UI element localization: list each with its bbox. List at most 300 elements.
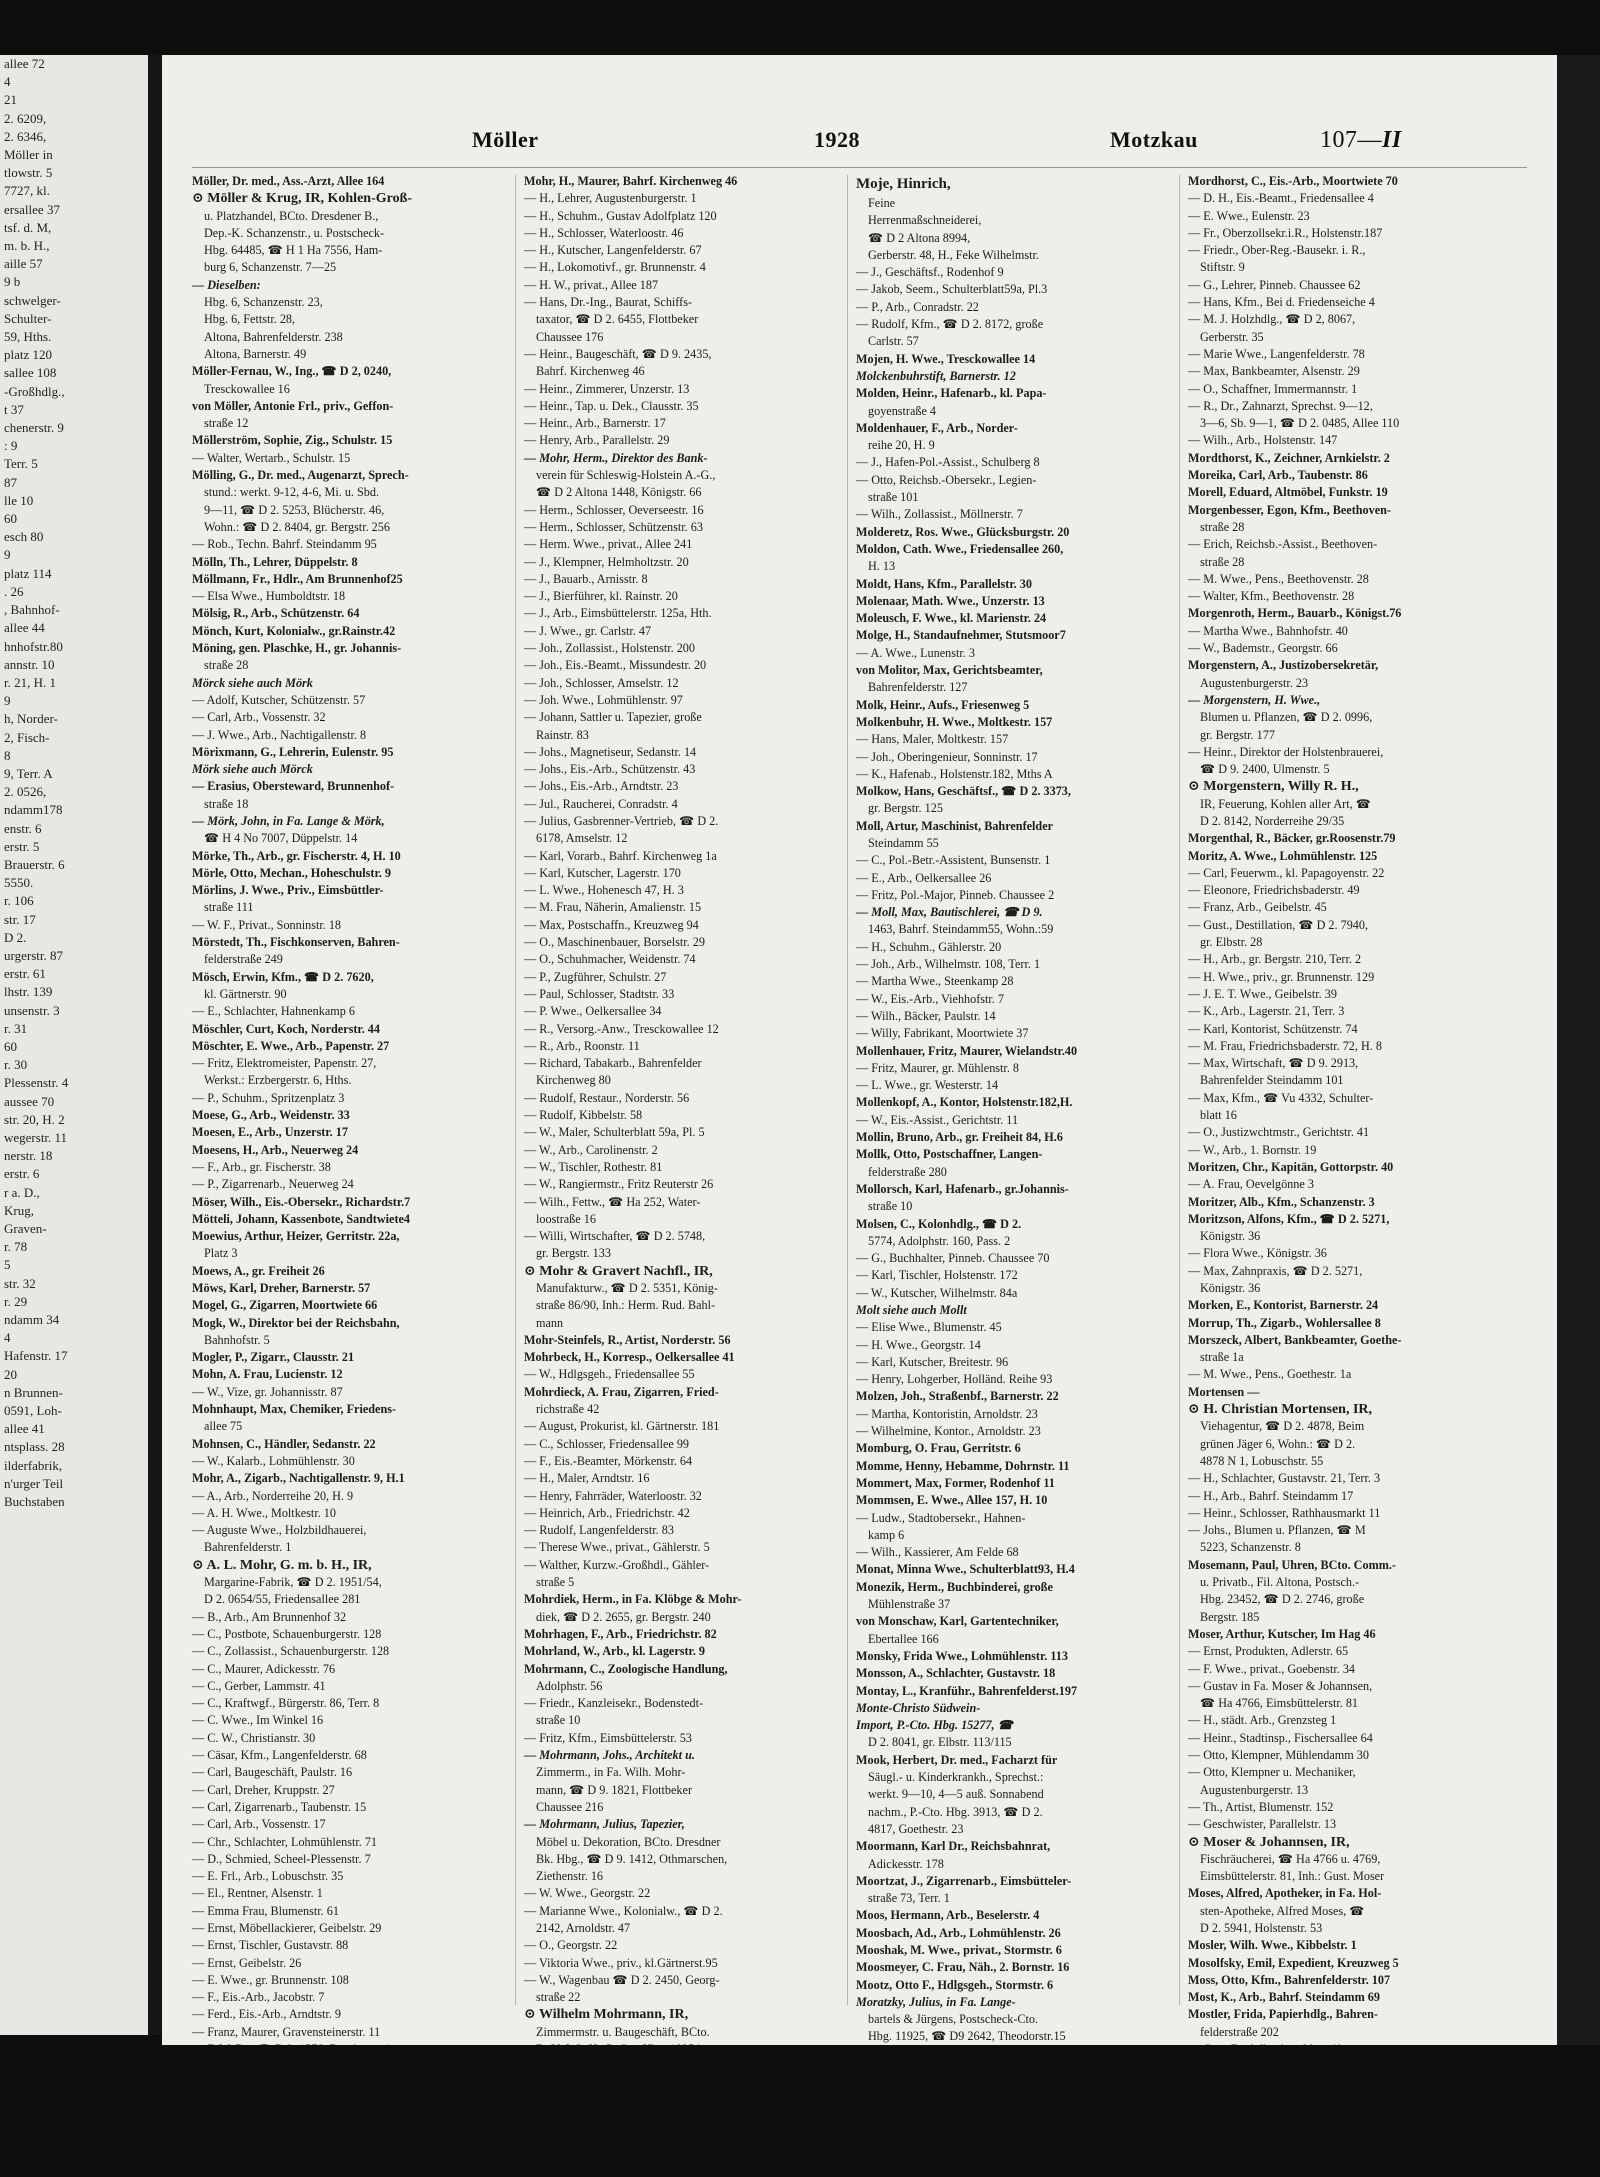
directory-entry: 4817, Goethestr. 23 [868,1821,964,1836]
directory-entry: — O., Maschinenbauer, Borselstr. 29 [524,935,705,950]
directory-entry: — M. J. Holzhdlg., ☎ D 2, 8067, [1188,312,1356,327]
directory-entry: Moos, Hermann, Arb., Beselerstr. 4 [856,1908,1040,1923]
directory-entry: — Friedr., Ober-Reg.-Bausekr. i. R., [1188,243,1366,258]
directory-entry: — Carl, Feuerwm., kl. Papagoyenstr. 22 [1188,865,1385,880]
directory-entry: Zimmerm., in Fa. Wilh. Mohr- [536,1765,686,1780]
directory-entry: Hbg. 11925, ☎ D9 2642, Theodorstr.15 [868,2029,1066,2044]
directory-entry: — Karl, Kontorist, Schützenstr. 74 [1188,1021,1358,1036]
directory-entry: — Wilh., Kassierer, Am Felde 68 [856,1545,1019,1560]
directory-entry: Mordhorst, C., Eis.-Arb., Moortwiete 70 [1188,174,1398,188]
directory-entry: Mohrdiek, Herm., in Fa. Klöbge & Mohr- [524,1592,742,1607]
left-page-text-fragment: allee 41 [4,1421,45,1437]
directory-entry: Mötteli, Johann, Kassenbote, Sandtwiete4 [192,1211,411,1226]
directory-entry: — Mohrmann, Julius, Tapezier, [524,1817,685,1832]
directory-entry: — C., Schlosser, Friedensallee 99 [524,1436,690,1451]
directory-entry: — Gustav in Fa. Moser & Johannsen, [1188,1678,1373,1693]
left-page-text-fragment: str. 20, H. 2 [4,1111,65,1127]
directory-entry: Platz 3 [204,1246,238,1261]
left-page-text-fragment: annstr. 10 [4,656,55,672]
directory-entry: — Richard, Tabakarb., Bahrenfelder [524,1056,702,1071]
directory-entry: von Möller, Antonie Frl., priv., Geffon- [192,398,394,413]
directory-entry: — C. Wwe., Im Winkel 16 [192,1713,324,1728]
book-gutter [148,55,162,2035]
directory-entry: Molge, H., Standaufnehmer, Stutsmoor7 [856,628,1066,643]
directory-entry: Mogk, W., Direktor bei der Reichsbahn, [192,1315,400,1330]
directory-entry: Hbg. 6, Schanzenstr. 23, [204,295,323,310]
left-page-text-fragment: r. 78 [4,1239,28,1255]
directory-entry: 9—11, ☎ D 2. 5253, Blücherstr. 46, [204,502,385,517]
directory-entry: Morgenroth, Herm., Bauarb., Königst.76 [1188,606,1402,621]
directory-entry: — Joh. Wwe., Lohmühlenstr. 97 [524,692,683,707]
left-page-text-fragment: 2. 6346, [4,128,47,144]
directory-entry: — Marianne Wwe., Kolonialw., ☎ D 2. [524,1903,723,1918]
directory-entry: — Hans, Maler, Moltkestr. 157 [856,732,1009,747]
directory-entry: — Marie Wwe., Langenfelderstr. 78 [1188,346,1365,361]
directory-entry: Blumen u. Pflanzen, ☎ D 2. 0996, [1200,710,1373,725]
directory-entry: — K., Arb., Lagerstr. 21, Terr. 3 [1188,1004,1345,1019]
left-page-text-fragment: erstr. 6 [4,1166,40,1182]
directory-entry: — Johs., Blumen u. Pflanzen, ☎ M [1188,1523,1366,1538]
directory-entry: Moritzen, Chr., Kapitän, Gottorpstr. 40 [1188,1159,1394,1174]
directory-entry: ⊙ Wilhelm Mohrmann, IR, [524,2007,689,2023]
left-page-text-fragment: 8 [4,747,11,763]
directory-entry: straße 1a [1200,1350,1244,1365]
directory-entry: Mohr-Steinfels, R., Artist, Norderstr. 56 [524,1332,731,1347]
directory-entry: allee 75 [204,1419,243,1434]
directory-entry: 2142, Arnoldstr. 47 [536,1920,631,1935]
directory-entry: gr. Elbstr. 28 [1200,935,1263,950]
directory-entry: — C., Gerber, Lammstr. 41 [192,1678,326,1693]
directory-entry: — Max, Bankbeamter, Alsenstr. 29 [1188,364,1360,379]
directory-entry: — Viktoria Wwe., priv., kl.Gärtnerst.95 [524,1955,718,1970]
directory-entry: — Heinr., Arb., Barnerstr. 17 [524,416,666,431]
directory-entry: Moses, Alfred, Apotheker, in Fa. Hol- [1188,1886,1382,1901]
directory-entry: Manufakturw., ☎ D 2. 5351, König- [536,1281,718,1295]
directory-entry: — Fr., Oberzollsekr.i.R., Holstenstr.187 [1188,225,1383,240]
directory-entry: — Cäsar, Kfm., Langenfelderstr. 68 [192,1748,367,1763]
directory-entry: — W., Bademstr., Georgstr. 66 [1188,641,1338,656]
left-page-text-fragment: Brauerstr. 6 [4,856,65,872]
left-page-text-fragment: 5550. [4,875,34,891]
left-page-text-fragment: tsf. d. M, [4,219,52,235]
directory-entry: IR, Feuerung, Kohlen aller Art, ☎ [1200,796,1371,811]
directory-entry: — W., Eis.-Assist., Gerichtstr. 11 [856,1112,1019,1127]
directory-entry: — Heinr., Baugeschäft, ☎ D 9. 2435, [524,346,712,361]
directory-entry: — Eleonore, Friedrichsbaderstr. 49 [1188,883,1360,898]
directory-entry: — G., Lehrer, Pinneb. Chaussee 62 [1188,277,1361,292]
directory-entry: Möws, Karl, Dreher, Barnerstr. 57 [192,1281,371,1295]
directory-entry: — W., Rangiermstr., Fritz Reuterstr 26 [524,1177,714,1192]
directory-entry: — Dieselben: [192,277,261,292]
directory-entry: felderstraße 249 [204,952,283,967]
directory-entry: Bergstr. 185 [1200,1609,1260,1624]
directory-entry: — Emma Frau, Blumenstr. 61 [192,1903,339,1918]
directory-entry: — R., Dr., Zahnarzt, Sprechst. 9—12, [1188,398,1373,413]
directory-entry: — E. Wwe., gr. Brunnenstr. 108 [192,1972,349,1987]
directory-entry: ⊙ Möller & Krug, IR, Kohlen-Groß- [192,191,413,207]
directory-entry: — M. Wwe., Pens., Goethestr. 1a [1188,1367,1352,1382]
directory-entry: — Ernst, Geibelstr. 26 [192,1955,302,1970]
directory-entry: Monsson, A., Schlachter, Gustavstr. 18 [856,1666,1056,1681]
directory-entry: Moldenhauer, F., Arb., Norder- [856,420,1018,435]
directory-entry: — Karl, Kutscher, Lagerstr. 170 [524,865,681,880]
left-page-text-fragment: str. 17 [4,911,36,927]
directory-entry: — Flora Wwe., Königstr. 36 [1188,1246,1327,1261]
directory-entry: — Auguste Wwe., Holzbildhauerei, [192,1523,367,1538]
left-page-text-fragment: erstr. 5 [4,838,40,854]
directory-entry: Mommert, Max, Former, Rodenhof 11 [856,1475,1055,1490]
directory-entry: Moldon, Cath. Wwe., Friedensallee 260, [856,541,1064,556]
directory-entry: — Wilhelmine, Kontor., Arnoldstr. 23 [856,1424,1041,1439]
directory-entry: Möllmann, Fr., Hdlr., Am Brunnenhof25 [192,571,403,586]
left-page-text-fragment: 2. 0526, [4,784,47,800]
directory-entry: Chaussee 176 [536,329,604,344]
directory-entry: — Carl, Arb., Vossenstr. 17 [192,1817,326,1832]
left-page-text-fragment: 9, Terr. A [4,765,53,781]
directory-entry: — Martha Wwe., Bahnhofstr. 40 [1188,623,1348,638]
directory-entry: Mootz, Otto F., Hdlgsgeh., Stormstr. 6 [856,1977,1054,1992]
directory-entry: Moesens, H., Arb., Neuerweg 24 [192,1142,359,1157]
directory-entry: straße 86/90, Inh.: Herm. Rud. Bahl- [536,1298,716,1313]
directory-entry: — Mohr, Herm., Direktor des Bank- [524,450,708,465]
directory-entry: von Molitor, Max, Gerichtsbeamter, [856,663,1043,678]
left-page-text-fragment: Plessenstr. 4 [4,1075,69,1091]
directory-entry: — Paul, Schlosser, Stadtstr. 33 [524,986,675,1001]
directory-entry: Moritzson, Alfons, Kfm., ☎ D 2. 5271, [1188,1211,1390,1226]
directory-entry: Möbel u. Dekoration, BCto. Dresdner [536,1834,721,1849]
directory-entry: blatt 16 [1200,1108,1237,1123]
directory-entry: — C., Kraftwgf., Bürgerstr. 86, Terr. 8 [192,1696,380,1711]
directory-entry: Molzen, Joh., Straßenbf., Barnerstr. 22 [856,1389,1059,1404]
left-page-text-fragment: 60 [4,1038,17,1054]
left-page-text-fragment: Graven- [4,1221,47,1236]
directory-entry: straße 12 [204,416,249,431]
directory-entry: — A. H. Wwe., Moltkestr. 10 [192,1505,336,1520]
directory-entry: Morszeck, Albert, Bankbeamter, Goethe- [1188,1332,1402,1347]
directory-entry: — J., Arb., Eimsbüttelerstr. 125a, Hth. [524,606,712,621]
left-page-text-fragment: : 9 [4,438,18,454]
left-page-text-fragment: ersallee 37 [4,201,60,217]
directory-entry: Mölling, G., Dr. med., Augenarzt, Sprech- [192,468,409,483]
directory-entry: — E., Arb., Oelkersallee 26 [856,870,992,885]
directory-entry: — H., Schuhm., Gustav Adolfplatz 120 [524,208,717,223]
directory-entry: — H., Maler, Arndtstr. 16 [524,1471,650,1486]
directory-entry: — P., Zigarrenarb., Neuerweg 24 [192,1177,354,1192]
directory-entry: verein für Schleswig-Holstein A.-G., [536,468,716,483]
directory-entry: Mühlenstraße 37 [868,1597,951,1612]
directory-entry: gr. Bergstr. 125 [868,801,943,816]
directory-entry: — W., Vize, gr. Johannisstr. 87 [192,1384,343,1399]
directory-entry: — J. Wwe., gr. Carlstr. 47 [524,623,652,638]
directory-entry: — W., Kalarb., Lohmühlenstr. 30 [192,1453,355,1468]
directory-column-4 [1188,173,1506,2039]
directory-entry: mann, ☎ D 9. 1821, Flottbeker [536,1782,692,1797]
directory-entry: — Franz, Maurer, Gravensteinerstr. 11 [192,2024,381,2039]
directory-entry: Moldt, Hans, Kfm., Parallelstr. 30 [856,576,1032,591]
directory-entry: straße 28 [204,658,249,673]
directory-entry: ☎ D 2 Altona 1448, Königstr. 66 [536,485,702,500]
directory-entry: — H., Schuhm., Gählerstr. 20 [856,939,1002,954]
directory-entry: Ebertallee 166 [868,1631,939,1646]
left-page-text-fragment: enstr. 6 [4,820,42,836]
directory-entry: Tresckowallee 16 [204,381,290,396]
directory-entry: Morrup, Th., Zigarb., Wohlersallee 8 [1188,1315,1381,1330]
directory-entry: Monat, Minna Wwe., Schulterblatt93, H.4 [856,1562,1075,1577]
page-header [162,55,1557,155]
directory-entry: Möning, gen. Plaschke, H., gr. Johannis- [192,641,402,656]
directory-entry: Molckenbuhrstift, Barnerstr. 12 [856,368,1016,383]
directory-entry: — Heinr., Stadtinsp., Fischersallee 64 [1188,1730,1373,1745]
adjacent-page-fragment [0,55,151,2035]
directory-entry: Stiftstr. 9 [1200,260,1245,275]
directory-entry: — Erich, Reichsb.-Assist., Beethoven- [1188,537,1378,552]
directory-entry: Moewius, Arthur, Heizer, Gerritstr. 22a, [192,1229,400,1244]
header-first-name: Möller [472,127,539,152]
directory-entry: Moortzat, J., Zigarrenarb., Eimsbütteler- [856,1873,1072,1888]
directory-entry: — Th., Artist, Blumenstr. 152 [1188,1799,1334,1814]
directory-entry: Mörck siehe auch Mörk [192,675,313,690]
scan-bottom-border [0,2045,1600,2177]
directory-column-3 [856,173,1174,2044]
left-page-text-fragment: Krug, [4,1202,34,1218]
directory-entry: — Wilh., Fettw., ☎ Ha 252, Water- [524,1194,701,1209]
directory-entry: Steindamm 55 [868,835,939,850]
directory-entry: — Karl, Kutscher, Breitestr. 96 [856,1354,1009,1369]
directory-entry: Moritzer, Alb., Kfm., Schanzenstr. 3 [1188,1194,1375,1209]
directory-entry: Mortensen — [1188,1384,1260,1399]
directory-entry: H. 13 [868,559,896,574]
directory-entry: — Herm., Schlosser, Schützenstr. 63 [524,519,703,534]
directory-entry: Königstr. 36 [1200,1281,1261,1295]
directory-entry: Herrenmaßschneiderei, [868,213,982,228]
directory-entry: Bahrenfelderstr. 127 [868,680,968,695]
directory-entry: — H., Arb., Bahrf. Steindamm 17 [1188,1488,1354,1503]
directory-entry: — W., Arb., 1. Bornstr. 19 [1188,1142,1317,1157]
directory-entry: — August, Prokurist, kl. Gärtnerstr. 181 [524,1419,720,1434]
directory-entry: Mölsig, R., Arb., Schützenstr. 64 [192,606,360,621]
directory-entry: — Elise Wwe., Blumenstr. 45 [856,1320,1002,1335]
directory-entry: — F., Eis.-Arb., Jacobstr. 7 [192,1990,325,2005]
left-page-text-fragment: r. 29 [4,1293,28,1309]
directory-entry: Moreika, Carl, Arb., Taubenstr. 86 [1188,468,1368,483]
scan-border [1557,55,1600,2045]
directory-entry: straße 73, Terr. 1 [868,1891,950,1906]
left-page-text-fragment: 9 b [4,274,21,290]
left-page-text-fragment: D 2. [4,929,27,945]
directory-entry: Mosolfsky, Emil, Expedient, Kreuzweg 5 [1188,1955,1399,1970]
directory-entry: Möllerström, Sophie, Zig., Schulstr. 15 [192,433,393,448]
left-page-text-fragment: , Bahnhof- [4,602,60,618]
left-page-text-fragment: wegerstr. 11 [4,1129,68,1145]
directory-entry: 1463, Bahrf. Steindamm55, Wohn.:59 [868,922,1054,937]
directory-entry: Säugl.- u. Kinderkrankh., Sprechst.: [868,1770,1044,1785]
directory-entry: — Geschwister, Parallelstr. 13 [1188,1817,1337,1832]
directory-entry: — Morgenstern, H. Wwe., [1188,692,1321,707]
directory-entry: von Monschaw, Karl, Gartentechniker, [856,1614,1059,1629]
directory-entry: — Ludw., Stadtobersekr., Hahnen- [856,1510,1026,1525]
directory-entry: Mohnhaupt, Max, Chemiker, Friedens- [192,1402,397,1417]
directory-entry: — Johs., Magnetiseur, Sedanstr. 14 [524,744,697,759]
directory-entry: — Gust., Destillation, ☎ D 2. 7940, [1188,917,1369,932]
directory-entry: Mösch, Erwin, Kfm., ☎ D 2. 7620, [192,969,374,984]
directory-entry: — A. Wwe., Lunenstr. 3 [856,645,975,660]
left-page-text-fragment: t 37 [4,401,24,417]
directory-entry: Mörlins, J. Wwe., Priv., Eimsbüttler- [192,883,384,898]
left-page-text-fragment: 60 [4,511,17,527]
directory-entry: — Karl, Tischler, Holstenstr. 172 [856,1268,1018,1283]
directory-entry: — Walther, Kurzw.-Großhdl., Gähler- [524,1557,710,1572]
directory-entry: Feine [868,196,896,210]
directory-entry: 5774, Adolphstr. 160, Pass. 2 [868,1233,1011,1248]
directory-entry: Adolphstr. 56 [536,1678,603,1693]
directory-entry: — A. Frau, Oevelgönne 3 [1188,1177,1314,1192]
directory-entry: D 2. 8142, Norderreihe 29/35 [1200,813,1345,828]
directory-entry: — Jul., Raucherei, Conradstr. 4 [524,796,678,811]
left-page-text-fragment: Möller in [4,147,53,163]
directory-entry: — Henry, Fahrräder, Waterloostr. 32 [524,1488,702,1503]
left-page-text-fragment: 5 [4,1257,11,1273]
directory-entry: Mommsen, E. Wwe., Allee 157, H. 10 [856,1493,1048,1508]
directory-entry: — W., Arb., Carolinenstr. 2 [524,1142,658,1157]
directory-entry: — H. Wwe., Georgstr. 14 [856,1337,981,1352]
directory-entry: Ziethenstr. 16 [536,1869,604,1884]
directory-entry: — Heinr., Schlosser, Rathhausmarkt 11 [1188,1505,1381,1520]
directory-entry: — Hans, Dr.-Ing., Baurat, Schiffs- [524,295,692,310]
directory-entry: Eimsbüttelerstr. 81, Inh.: Gust. Moser [1200,1869,1385,1884]
directory-entry: Molt siehe auch Mollt [856,1303,967,1317]
left-page-text-fragment: ilderfabrik, [4,1457,63,1473]
directory-entry: — H., städt. Arb., Grenzsteg 1 [1188,1713,1337,1728]
directory-entry: — J., Klempner, Helmholtzstr. 20 [524,554,689,569]
directory-entry: — H., Schlosser, Waterloostr. 46 [524,225,684,240]
directory-entry: — O., Schaffner, Immermannstr. 1 [1188,381,1358,396]
directory-entry: ⊙ Moser & Johannsen, IR, [1188,1834,1350,1850]
directory-entry: Montay, L., Kranführ., Bahrenfelderst.197 [856,1683,1078,1698]
left-page-text-fragment: h, Norder- [4,711,58,727]
directory-entry: Mohr, A., Zigarb., Nachtigallenstr. 9, H.1 [192,1471,405,1486]
directory-entry: Mörke, Th., Arb., gr. Fischerstr. 4, H. 10 [192,848,401,863]
directory-entry: — Fritz, Elektromeister, Papenstr. 27, [192,1056,377,1071]
directory-entry: — C., Zollassist., Schauenburgerstr. 128 [192,1644,390,1659]
directory-entry: u. Privatb., Fil. Altona, Postsch.- [1200,1575,1360,1590]
directory-entry: — Julius, Gasbrenner-Vertrieb, ☎ D 2. [524,813,719,828]
directory-entry: — Erasius, Obersteward, Brunnenhof- [192,779,395,794]
left-page-text-fragment: schwelger- [4,292,61,308]
directory-entry: straße 10 [868,1199,913,1214]
header-year: 1928 [814,127,860,152]
directory-entry: — Heinrich, Arb., Friedrichstr. 42 [524,1505,690,1520]
directory-entry: bartels & Jürgens, Postscheck-Cto. [868,2012,1039,2027]
directory-entry: — Joh., Schlosser, Amselstr. 12 [524,675,679,690]
directory-entry: Monte-Christo Südwein- [856,1700,981,1715]
directory-entry: Bahnhofstr. 5 [204,1332,270,1347]
left-page-text-fragment: allee 72 [4,56,45,71]
directory-entry: — W., Kutscher, Wilhelmstr. 84a [856,1285,1018,1300]
directory-entry: straße 111 [204,900,254,915]
directory-entry: diek, ☎ D 2. 2655, gr. Bergstr. 240 [536,1609,711,1624]
left-page-text-fragment: r. 106 [4,893,34,909]
directory-entry: Chaussee 216 [536,1799,604,1814]
directory-entry: loostraße 16 [536,1211,596,1226]
directory-entry: — W. F., Privat., Sonninstr. 18 [192,917,342,932]
directory-entry: — P. Wwe., Oelkersallee 34 [524,1004,662,1019]
left-page-text-fragment: str. 32 [4,1275,36,1291]
directory-entry: Moritz, A. Wwe., Lohmühlenstr. 125 [1188,848,1378,863]
left-page-text-fragment: ntsplass. 28 [4,1439,65,1455]
directory-entry: — Herm. Wwe., privat., Allee 241 [524,537,693,552]
directory-entry: — J. E. T. Wwe., Geibelstr. 39 [1188,986,1337,1001]
directory-entry: — Johs., Eis.-Arb., Schützenstr. 43 [524,762,696,777]
left-page-text-fragment: 4 [4,74,11,90]
directory-entry: — Wilh., Arb., Holstenstr. 147 [1188,433,1338,448]
directory-entry: — W., Tischler, Rothestr. 81 [524,1159,663,1174]
directory-entry: — Heinr., Zimmerer, Unzerstr. 13 [524,381,690,396]
directory-entry: — El., Rentner, Alsenstr. 1 [192,1886,323,1901]
left-page-text-fragment: platz 120 [4,347,53,363]
left-page-text-fragment: 9 [4,693,11,709]
directory-entry: ⊙ H. Christian Mortensen, IR, [1188,1402,1373,1418]
column-divider [515,175,516,2005]
directory-entry: — J. Wwe., Arb., Nachtigallenstr. 8 [192,727,367,742]
left-page-text-fragment: unsenstr. 3 [4,1002,60,1018]
directory-entry: — Carl, Dreher, Kruppstr. 27 [192,1782,335,1797]
directory-entry: — Wilh., Bäcker, Paulstr. 14 [856,1008,996,1023]
directory-entry: — O., Justizwchtmstr., Gerichtstr. 41 [1188,1125,1370,1140]
directory-entry: Zimmermstr. u. Baugeschäft, BCto. [536,2024,710,2039]
left-page-text-fragment: 0591, Loh- [4,1403,62,1419]
directory-entry: Moosmeyer, C. Frau, Näh., 2. Bornstr. 16 [856,1960,1070,1975]
directory-entry: straße 10 [536,1713,581,1728]
directory-entry: Morgenbesser, Egon, Kfm., Beethoven- [1188,502,1391,517]
directory-entry: — D. H., Eis.-Beamt., Friedensallee 4 [1188,191,1374,206]
directory-entry: — G., Buchhalter, Pinneb. Chaussee 70 [856,1251,1050,1266]
left-page-text-fragment: 59, Hths. [4,329,52,345]
directory-entry: — W., Hdlgsgeh., Friedensallee 55 [524,1367,695,1382]
directory-entry: Mörk siehe auch Mörck [192,762,313,777]
directory-entry: ☎ H 4 No 7007, Düppelstr. 14 [204,831,358,846]
directory-entry: Mollenkopf, A., Kontor, Holstenstr.182,H. [856,1095,1073,1110]
directory-entry: — Rudolf, Restaur., Norderstr. 56 [524,1090,690,1105]
directory-entry: reihe 20, H. 9 [868,438,935,453]
directory-entry: straße 101 [868,490,919,505]
directory-entry: — K., Hafenab., Holstenstr.182, Mths A [856,766,1053,781]
directory-entry: — E. Wwe., Eulenstr. 23 [1188,208,1310,223]
directory-entry: — Adolf, Kutscher, Schützenstr. 57 [192,692,366,707]
directory-entry: 5223, Schanzenstr. 8 [1200,1540,1301,1555]
directory-entry: — Johann, Sattler u. Tapezier, große [524,710,702,725]
header-divider [192,167,1527,168]
directory-entry: Mollin, Bruno, Arb., gr. Freiheit 84, H.6 [856,1130,1063,1145]
directory-entry: felderstraße 202 [1200,2024,1279,2039]
directory-entry: — H., Kutscher, Langenfelderstr. 67 [524,243,702,258]
directory-entry: Morken, E., Kontorist, Barnerstr. 24 [1188,1298,1379,1313]
directory-entry: Mollk, Otto, Postschaffner, Langen- [856,1147,1043,1162]
directory-entry: Moleusch, F. Wwe., kl. Marienstr. 24 [856,611,1047,626]
directory-entry: — M. Frau, Näherin, Amalienstr. 15 [524,900,702,915]
directory-entry: Moews, A., gr. Freiheit 26 [192,1263,325,1278]
directory-entry: Altona, Bahrenfelderstr. 238 [204,329,343,344]
directory-column-2 [524,173,842,2039]
left-page-text-fragment: lhstr. 139 [4,984,53,1000]
directory-entry: — Ferd., Eis.-Arb., Arndtstr. 9 [192,2007,341,2022]
directory-entry: sten-Apotheke, Alfred Moses, ☎ [1200,1903,1365,1918]
directory-entry: Möller-Fernau, W., Ing., ☎ D 2, 0240, [192,364,392,379]
directory-entry: — E. Frl., Arb., Lobuschstr. 35 [192,1869,344,1884]
directory-entry: — Martha, Kontoristin, Arnoldstr. 23 [856,1406,1038,1421]
directory-entry: — B., Arb., Am Brunnenhof 32 [192,1609,347,1624]
directory-entry: — Carl, Baugeschäft, Paulstr. 16 [192,1765,353,1780]
left-page-text-fragment: Buchstaben [4,1494,65,1510]
